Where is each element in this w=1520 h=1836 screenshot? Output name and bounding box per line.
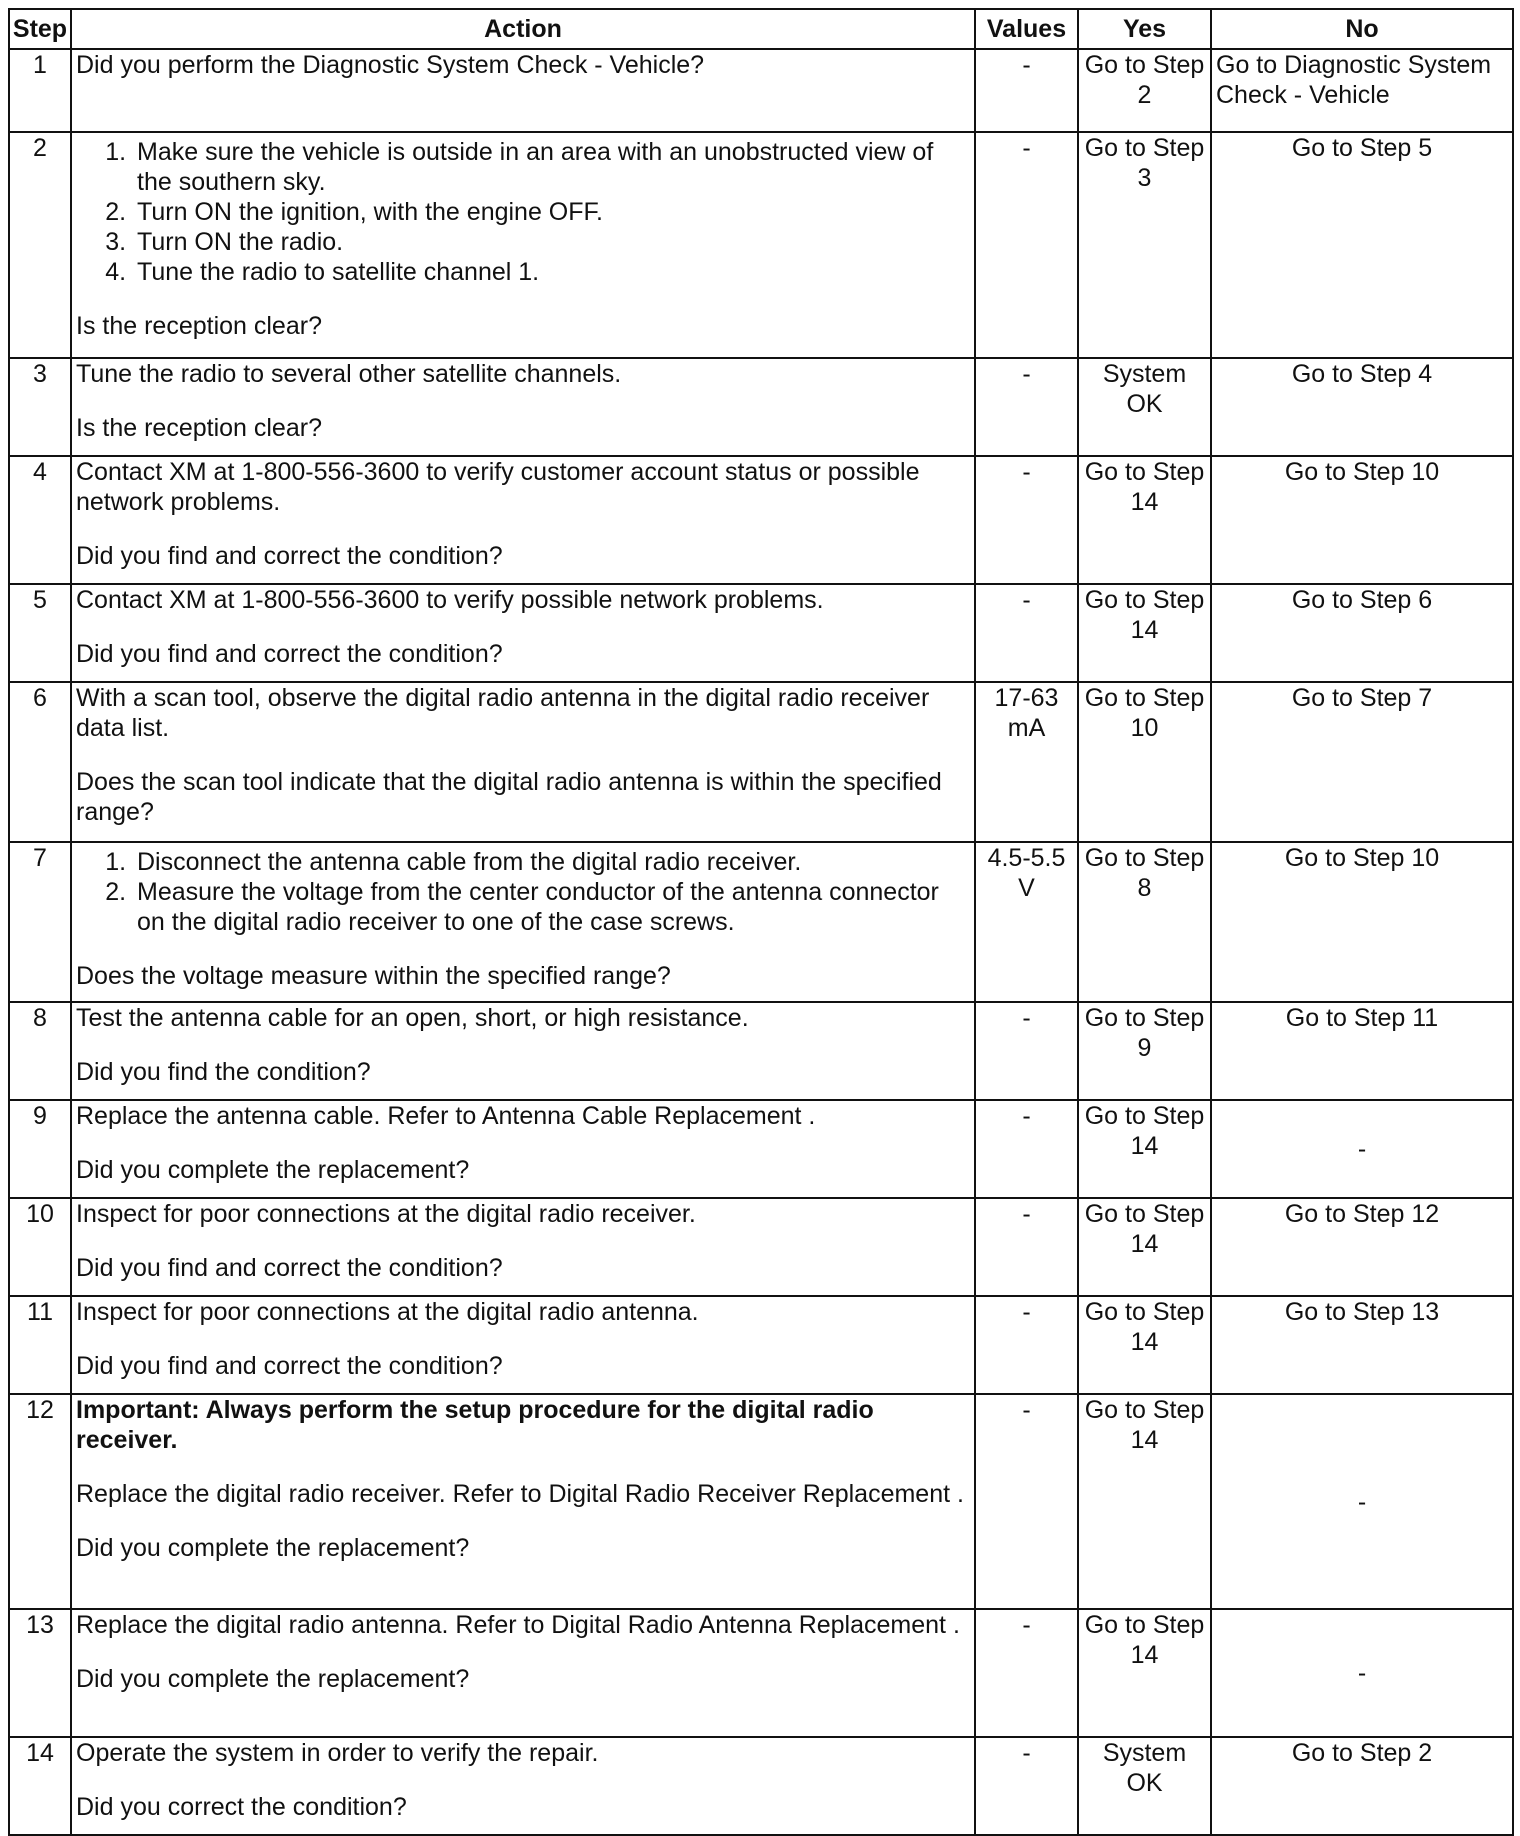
step-number: 10 bbox=[9, 1198, 71, 1296]
action-cell bbox=[71, 1394, 975, 1609]
no-cell: Go to Step 10 bbox=[1211, 842, 1513, 1002]
action-question: Did you find and correct the condition? bbox=[76, 1254, 503, 1282]
step-number: 2 bbox=[9, 132, 71, 358]
table-row bbox=[9, 1198, 1513, 1296]
step-number: 1 bbox=[9, 49, 71, 132]
no-cell: - bbox=[1211, 1394, 1513, 1609]
list-item: 1. Make sure the vehicle is outside in an area with an unobstructed view of the southern sky. bbox=[133, 137, 970, 197]
step-number: 11 bbox=[9, 1296, 71, 1394]
step-number: 5 bbox=[9, 584, 71, 682]
action-question: Does the voltage measure within the specified range? bbox=[76, 962, 671, 990]
header-no: No bbox=[1211, 9, 1513, 49]
spacer bbox=[76, 615, 970, 639]
action-text: Tune the radio to several other satellite channels. bbox=[76, 360, 622, 388]
action-text: With a scan tool, observe the digital radio antenna in the digital radio receiver data list. bbox=[76, 684, 930, 742]
list-item: 4. Tune the radio to satellite channel 1. bbox=[133, 257, 970, 287]
action-text: Inspect for poor connections at the digital radio antenna. bbox=[76, 1298, 699, 1326]
action-question: Is the reception clear? bbox=[76, 312, 322, 340]
table-row bbox=[9, 682, 1513, 842]
header-row bbox=[9, 9, 1513, 49]
values-cell: 17-63 mA bbox=[975, 682, 1078, 842]
action-cell bbox=[71, 1002, 975, 1100]
yes-cell: Go to Step 9 bbox=[1078, 1002, 1211, 1100]
values-cell: - bbox=[975, 1394, 1078, 1609]
action-cell bbox=[71, 584, 975, 682]
spacer bbox=[76, 287, 970, 311]
header-values: Values bbox=[975, 9, 1078, 49]
action-cell bbox=[71, 682, 975, 842]
table-row bbox=[9, 456, 1513, 584]
step-number: 9 bbox=[9, 1100, 71, 1198]
action-text: Replace the antenna cable. Refer to Antenna Cable Replacement . bbox=[76, 1102, 816, 1130]
important-note: Important: Always perform the setup procedure for the digital radio receiver. bbox=[76, 1396, 874, 1454]
no-cell: Go to Diagnostic System Check - Vehicle bbox=[1211, 49, 1513, 132]
yes-cell: Go to Step 14 bbox=[1078, 456, 1211, 584]
action-question: Did you find and correct the condition? bbox=[76, 542, 503, 570]
no-cell: - bbox=[1211, 1609, 1513, 1737]
no-cell: Go to Step 2 bbox=[1211, 1737, 1513, 1835]
step-number: 14 bbox=[9, 1737, 71, 1835]
action-cell bbox=[71, 842, 975, 1002]
yes-cell: Go to Step 10 bbox=[1078, 682, 1211, 842]
step-number: 7 bbox=[9, 842, 71, 1002]
yes-cell: Go to Step 2 bbox=[1078, 49, 1211, 132]
step-number: 6 bbox=[9, 682, 71, 842]
action-cell bbox=[71, 1198, 975, 1296]
no-cell: Go to Step 11 bbox=[1211, 1002, 1513, 1100]
action-question: Did you complete the replacement? bbox=[76, 1156, 470, 1184]
action-cell bbox=[71, 1609, 975, 1737]
action-question: Is the reception clear? bbox=[76, 414, 322, 442]
values-cell: - bbox=[975, 456, 1078, 584]
action-text: Replace the digital radio antenna. Refer to Digital Radio Antenna Replacement . bbox=[76, 1611, 960, 1639]
yes-cell: Go to Step 14 bbox=[1078, 1609, 1211, 1737]
action-text: Contact XM at 1-800-556-3600 to verify customer account status or possible network problems. bbox=[76, 458, 920, 516]
action-text: Replace the digital radio receiver. Refer to Digital Radio Receiver Replacement . bbox=[76, 1480, 964, 1508]
yes-cell: Go to Step 3 bbox=[1078, 132, 1211, 358]
action-question: Did you complete the replacement? bbox=[76, 1534, 470, 1562]
list-item: 2. Turn ON the ignition, with the engine OFF. bbox=[133, 197, 970, 227]
table-row bbox=[9, 132, 1513, 358]
values-cell: - bbox=[975, 1198, 1078, 1296]
action-cell bbox=[71, 1296, 975, 1394]
action-question: Does the scan tool indicate that the digital radio antenna is within the specified range? bbox=[76, 768, 942, 826]
values-cell: - bbox=[975, 584, 1078, 682]
action-cell bbox=[71, 456, 975, 584]
action-text: Inspect for poor connections at the digital radio receiver. bbox=[76, 1200, 696, 1228]
yes-cell: Go to Step 8 bbox=[1078, 842, 1211, 1002]
no-cell: Go to Step 6 bbox=[1211, 584, 1513, 682]
table-row bbox=[9, 49, 1513, 132]
no-cell: Go to Step 13 bbox=[1211, 1296, 1513, 1394]
spacer bbox=[76, 937, 970, 961]
table-row bbox=[9, 584, 1513, 682]
table-row bbox=[9, 1737, 1513, 1835]
yes-cell: System OK bbox=[1078, 358, 1211, 456]
action-cell bbox=[71, 132, 975, 358]
action-cell bbox=[71, 49, 975, 132]
table-row bbox=[9, 1394, 1513, 1609]
yes-cell: System OK bbox=[1078, 1737, 1211, 1835]
step-number: 4 bbox=[9, 456, 71, 584]
list-item: 3. Turn ON the radio. bbox=[133, 227, 970, 257]
action-text: Test the antenna cable for an open, short, or high resistance. bbox=[76, 1004, 749, 1032]
yes-cell: Go to Step 14 bbox=[1078, 1100, 1211, 1198]
yes-cell: Go to Step 14 bbox=[1078, 1394, 1211, 1609]
no-cell: Go to Step 10 bbox=[1211, 456, 1513, 584]
header-yes: Yes bbox=[1078, 9, 1211, 49]
action-question: Did you correct the condition? bbox=[76, 1793, 407, 1821]
values-cell: - bbox=[975, 1609, 1078, 1737]
step-number: 12 bbox=[9, 1394, 71, 1609]
values-cell: - bbox=[975, 1100, 1078, 1198]
no-cell: - bbox=[1211, 1100, 1513, 1198]
spacer bbox=[76, 1509, 970, 1533]
action-cell bbox=[71, 1100, 975, 1198]
values-cell: - bbox=[975, 1002, 1078, 1100]
no-cell: Go to Step 12 bbox=[1211, 1198, 1513, 1296]
step-number: 3 bbox=[9, 358, 71, 456]
spacer bbox=[76, 1229, 970, 1253]
values-cell: - bbox=[975, 1296, 1078, 1394]
step-number: 13 bbox=[9, 1609, 71, 1737]
header-step: Step bbox=[9, 9, 71, 49]
action-question: Did you find and correct the condition? bbox=[76, 640, 503, 668]
spacer bbox=[76, 1033, 970, 1057]
header-action: Action bbox=[71, 9, 975, 49]
values-cell: - bbox=[975, 132, 1078, 358]
table-row bbox=[9, 1100, 1513, 1198]
list-item: 2. Measure the voltage from the center conductor of the antenna connector on the digital radio receiver to one of the case screws. bbox=[133, 877, 970, 937]
action-steps-list bbox=[76, 847, 970, 937]
action-question: Did you find the condition? bbox=[76, 1058, 371, 1086]
action-question: Did you complete the replacement? bbox=[76, 1665, 470, 1693]
table-row bbox=[9, 358, 1513, 456]
action-text: Contact XM at 1-800-556-3600 to verify possible network problems. bbox=[76, 586, 824, 614]
action-steps-list bbox=[76, 137, 970, 287]
no-cell: Go to Step 7 bbox=[1211, 682, 1513, 842]
spacer bbox=[76, 1131, 970, 1155]
action-question: Did you find and correct the condition? bbox=[76, 1352, 503, 1380]
action-text: Did you perform the Diagnostic System Check - Vehicle? bbox=[76, 51, 705, 79]
table-row bbox=[9, 842, 1513, 1002]
spacer bbox=[76, 1640, 970, 1664]
spacer bbox=[76, 1327, 970, 1351]
spacer bbox=[76, 743, 970, 767]
spacer bbox=[76, 517, 970, 541]
table-row bbox=[9, 1002, 1513, 1100]
list-item: 1. Disconnect the antenna cable from the digital radio receiver. bbox=[133, 847, 970, 877]
table-row bbox=[9, 1609, 1513, 1737]
no-cell: Go to Step 4 bbox=[1211, 358, 1513, 456]
action-text: Operate the system in order to verify the repair. bbox=[76, 1739, 599, 1767]
spacer bbox=[76, 389, 970, 413]
action-cell bbox=[71, 358, 975, 456]
yes-cell: Go to Step 14 bbox=[1078, 584, 1211, 682]
table-row bbox=[9, 1296, 1513, 1394]
spacer bbox=[76, 1455, 970, 1479]
values-cell: - bbox=[975, 1737, 1078, 1835]
values-cell: - bbox=[975, 358, 1078, 456]
values-cell: 4.5-5.5 V bbox=[975, 842, 1078, 1002]
spacer bbox=[76, 1768, 970, 1792]
values-cell: - bbox=[975, 49, 1078, 132]
diagnostic-table bbox=[8, 8, 1514, 1836]
no-cell: Go to Step 5 bbox=[1211, 132, 1513, 358]
yes-cell: Go to Step 14 bbox=[1078, 1296, 1211, 1394]
action-cell bbox=[71, 1737, 975, 1835]
yes-cell: Go to Step 14 bbox=[1078, 1198, 1211, 1296]
step-number: 8 bbox=[9, 1002, 71, 1100]
